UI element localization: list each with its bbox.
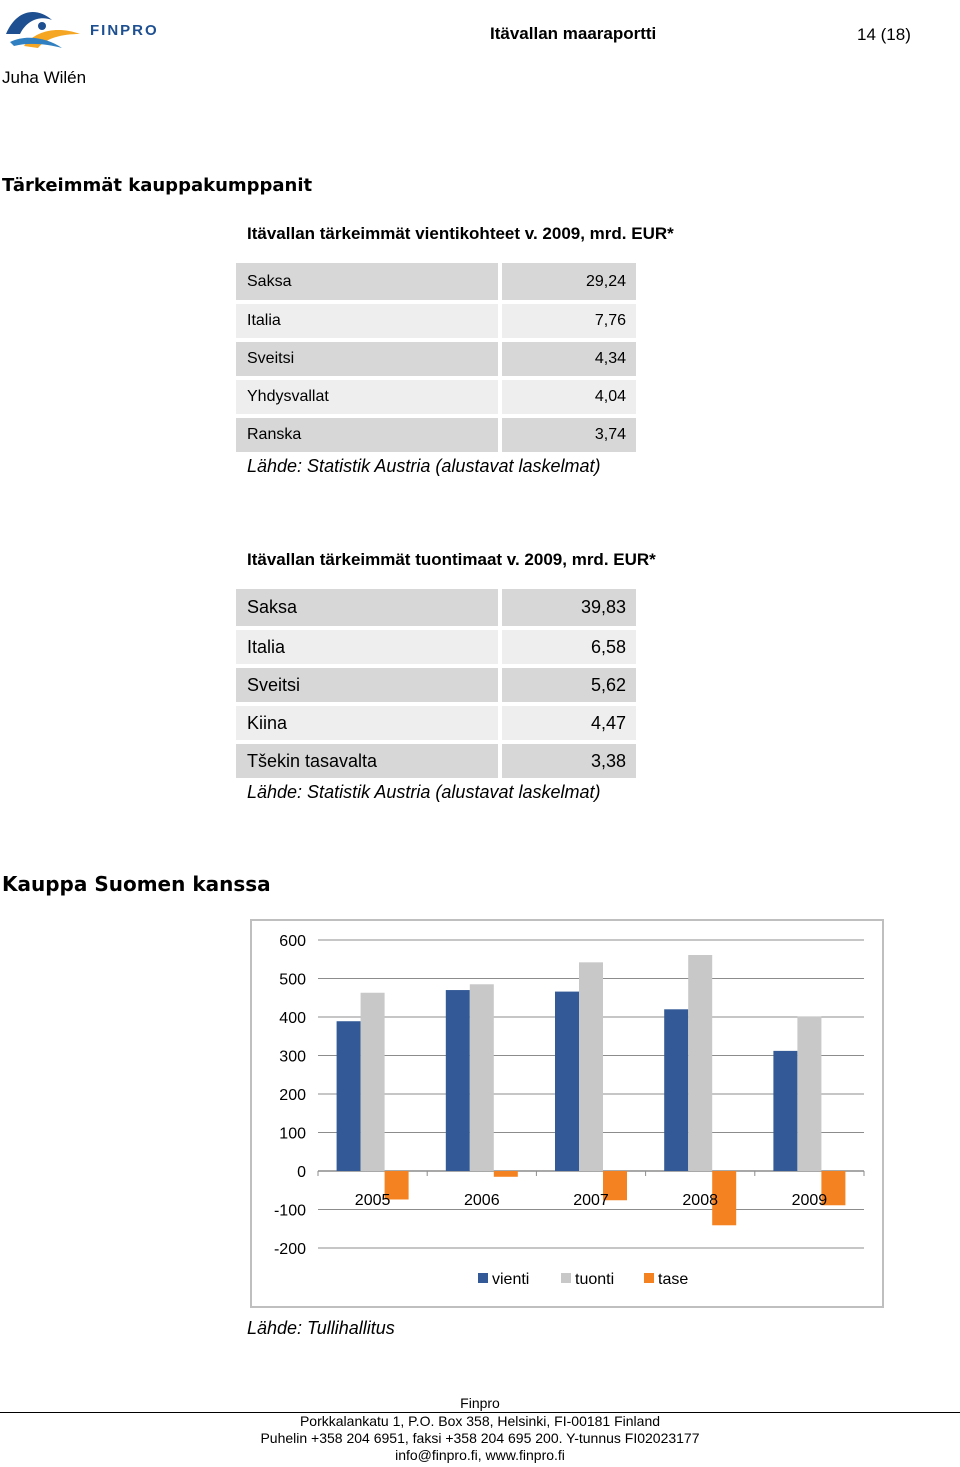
bar-tuonti-2006 [470,984,494,1171]
country-cell: Italia [236,304,498,338]
bar-tuonti-2009 [797,1017,821,1171]
bar-tuonti-2007 [579,962,603,1171]
bar-tase-2006 [494,1171,518,1177]
chart-source: Lähde: Tullihallitus [247,1318,395,1338]
table-row [236,630,636,664]
y-tick-label: 0 [297,1164,306,1181]
legend-label-tuonti: tuonti [575,1271,615,1288]
x-tick-label: 2008 [682,1192,718,1209]
legend-label-tase: tase [658,1271,689,1288]
table-row [236,380,636,414]
y-tick-label: 200 [279,1087,306,1104]
imports-table-title: Itävallan tärkeimmät tuontimaat v. 2009, mrd. EUR* [247,550,656,569]
logo-wing-blue [6,12,52,34]
bar-tuonti-2005 [361,993,385,1171]
chart-frame [250,919,884,1308]
table-row [236,304,636,338]
country-cell: Tšekin tasavalta [236,744,498,778]
country-cell: Sveitsi [236,342,498,376]
bar-vienti-2005 [337,1021,361,1171]
table-row [236,263,636,300]
legend-swatch-vienti [478,1273,488,1283]
table-row [236,744,636,778]
value-cell: 5,62 [502,668,636,702]
author-name: Juha Wilén [2,68,87,87]
country-cell: Saksa [236,263,498,300]
logo-text: FINPRO [90,22,159,39]
table-row [236,418,636,452]
value-cell: 4,04 [502,380,636,414]
section-title-trade-partners: Tärkeimmät kauppakumppanit [2,175,313,196]
country-cell: Kiina [236,706,498,740]
footer-company: Finpro [460,1395,500,1411]
table-row [236,342,636,376]
y-tick-label: 100 [279,1125,306,1143]
table-row [236,668,636,702]
country-cell: Saksa [236,589,498,626]
y-tick-label: 300 [279,1048,306,1066]
bar-vienti-2008 [664,1009,688,1171]
y-tick-label: -200 [273,1241,306,1258]
value-cell: 4,34 [502,342,636,376]
x-tick-label: 2009 [791,1192,828,1209]
value-cell: 4,47 [502,706,636,740]
country-cell: Italia [236,630,498,664]
value-cell: 29,24 [502,263,636,300]
value-cell: 39,83 [502,589,636,626]
section-title-finland-trade: Kauppa Suomen kanssa [2,872,271,896]
exports-table-title: Itävallan tärkeimmät vientikohteet v. 2009, mrd. EUR* [247,224,674,243]
legend-label-vienti: vienti [492,1271,530,1288]
legend-swatch-tuonti [561,1273,571,1283]
imports-table [236,589,636,782]
footer-phone: Puhelin +358 204 6951, faksi +358 204 695 200. Y-tunnus FI02023177 [260,1430,700,1446]
bar-vienti-2007 [555,992,579,1171]
y-tick-label: 400 [279,1010,306,1027]
trade-chart [252,921,882,1306]
footer-address: Porkkalankatu 1, P.O. Box 358, Helsinki, FI-00181 Finland [299,1413,661,1429]
country-cell: Ranska [236,418,498,452]
legend-swatch-tase [644,1273,654,1283]
exports-table [236,263,636,456]
country-cell: Sveitsi [236,668,498,702]
country-cell: Yhdysvallat [236,380,498,414]
y-tick-label: 500 [279,971,306,989]
imports-source: Lähde: Statistik Austria (alustavat laskelmat) [247,782,601,802]
value-cell: 6,58 [502,630,636,664]
footer-contact: info@finpro.fi, www.finpro.fi [395,1447,565,1463]
y-tick-label: -100 [273,1202,306,1220]
x-tick-label: 2006 [464,1192,500,1209]
y-tick-label: 600 [279,933,306,950]
bar-vienti-2009 [773,1051,797,1171]
x-tick-label: 2005 [354,1192,391,1209]
bar-tuonti-2008 [688,955,712,1171]
value-cell: 3,74 [502,418,636,452]
table-row [236,706,636,740]
value-cell: 3,38 [502,744,636,778]
exports-source: Lähde: Statistik Austria (alustavat laskelmat) [247,456,601,476]
logo-dot [38,22,46,30]
page-number: 14 (18) [857,25,911,44]
table-row [236,589,636,626]
report-title: Itävallan maaraportti [490,24,657,43]
value-cell: 7,76 [502,304,636,338]
x-tick-label: 2007 [573,1192,609,1209]
bar-vienti-2006 [446,990,470,1171]
